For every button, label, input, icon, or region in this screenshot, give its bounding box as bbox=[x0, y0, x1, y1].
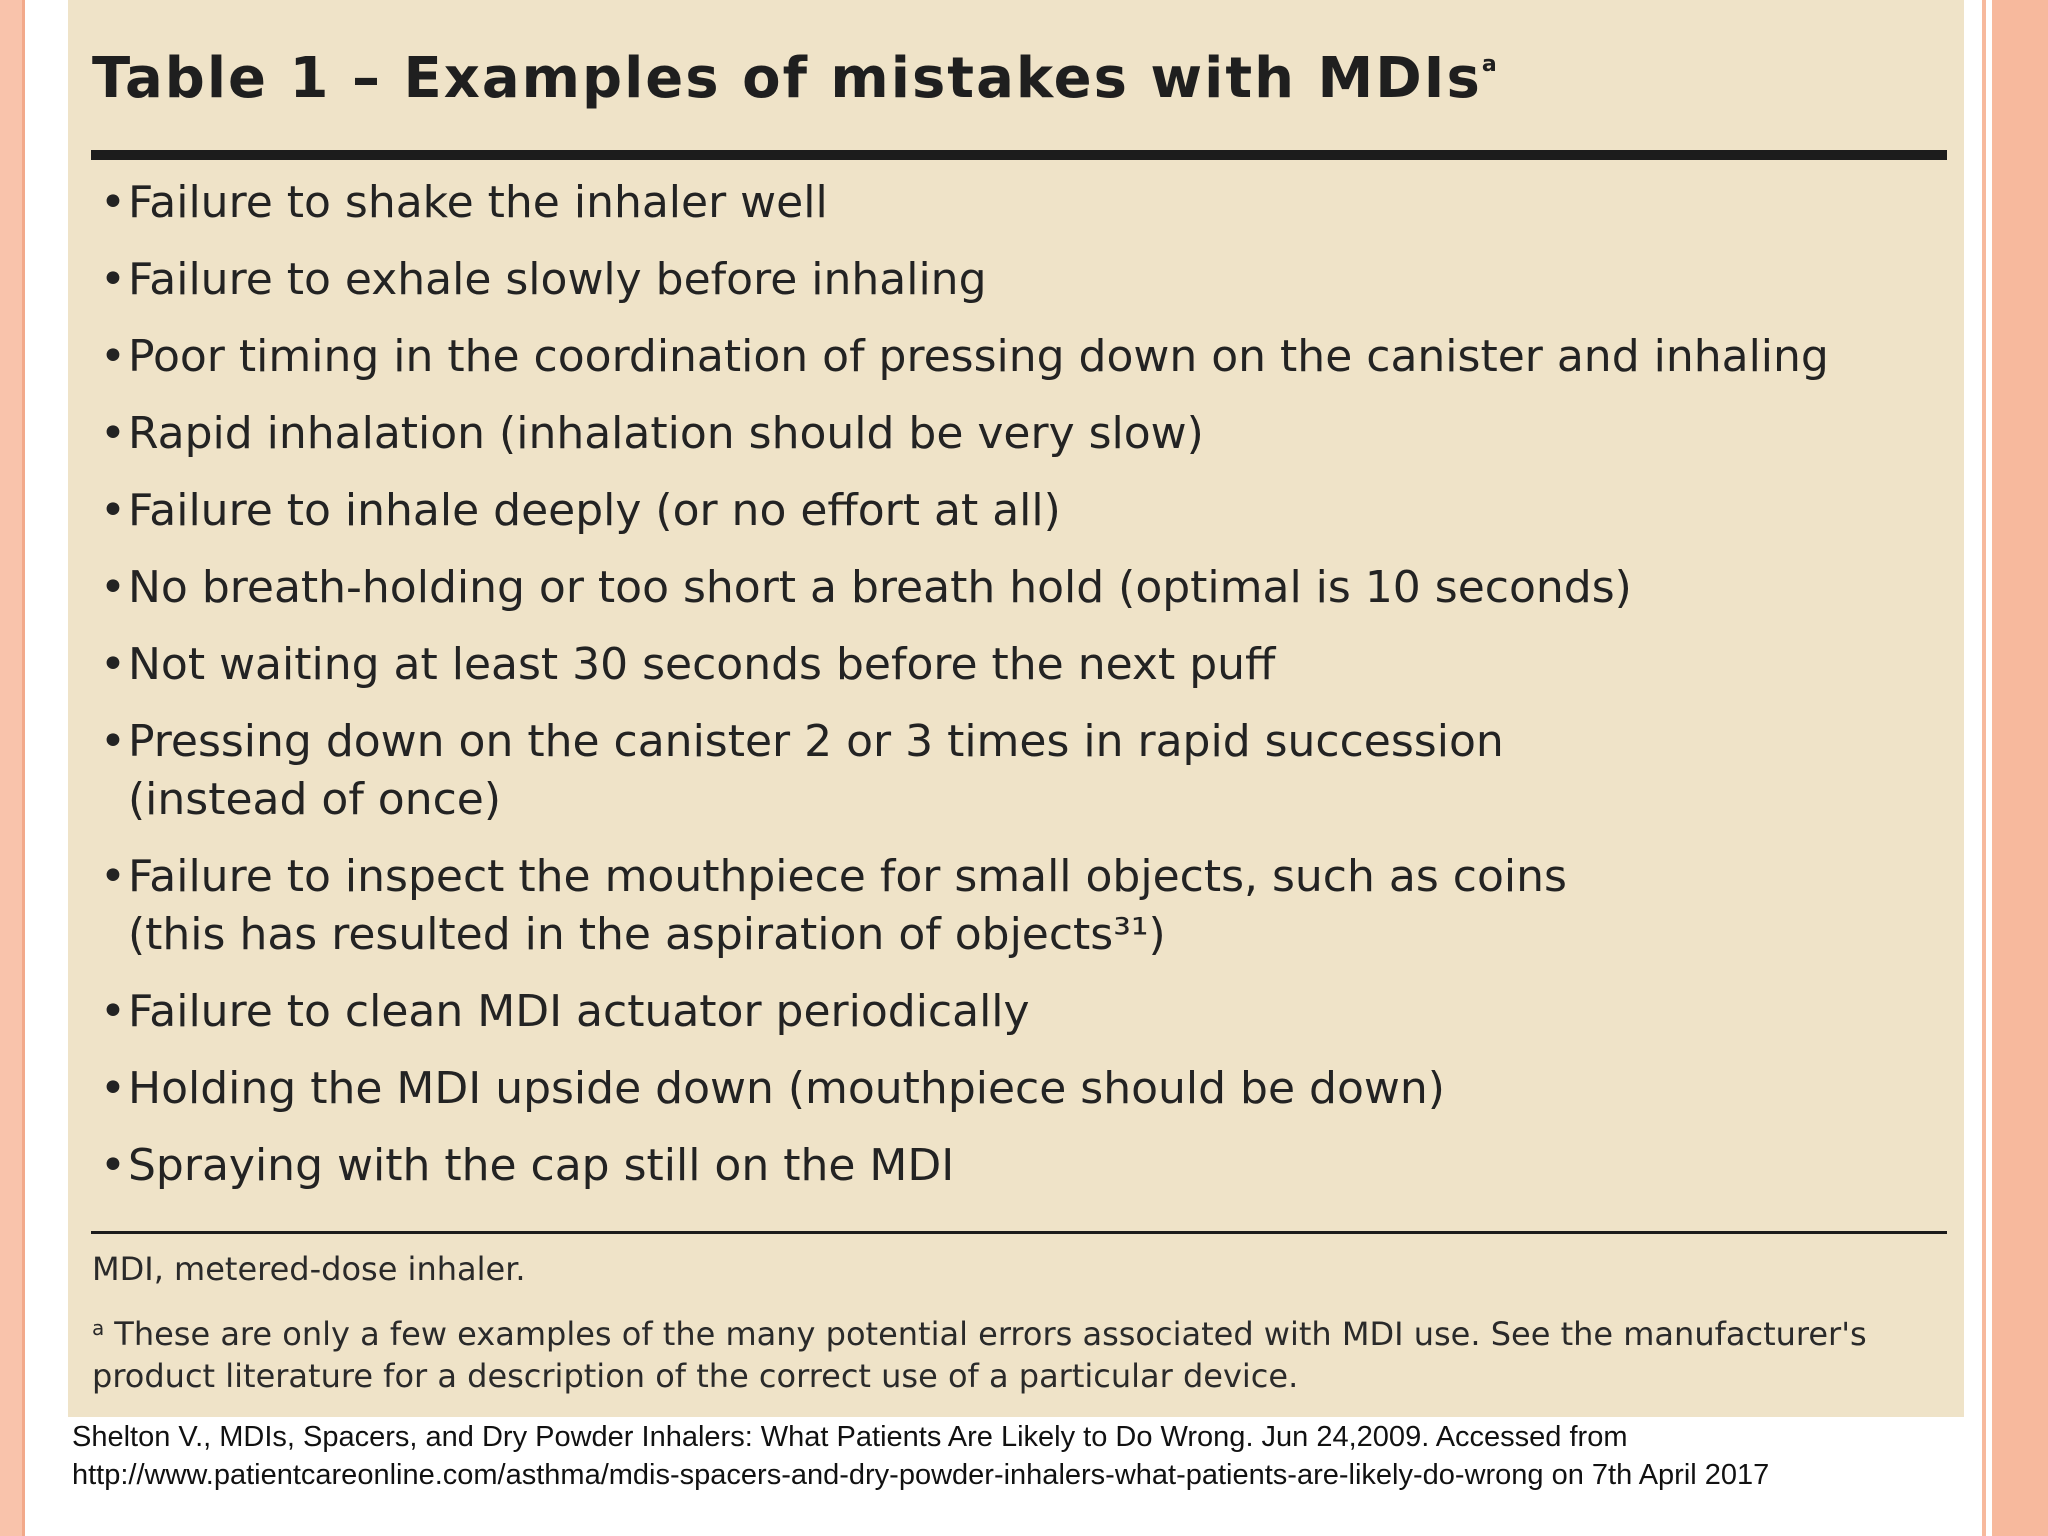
list-item-text: Holding the MDI upside down (mouthpiece should be down) bbox=[128, 1063, 1445, 1114]
bullet-icon: • bbox=[100, 254, 126, 305]
slide-border-right bbox=[1982, 0, 2048, 1536]
border-stripe bbox=[1992, 0, 2048, 1536]
list-item bbox=[100, 482, 1960, 540]
list-item-text: Failure to shake the inhaler well bbox=[128, 177, 828, 228]
bullet-icon: • bbox=[100, 485, 126, 536]
bullet-icon: • bbox=[100, 177, 126, 228]
citation-line-2: http://www.patientcareonline.com/asthma/mdis-spacers-and-dry-powder-inhalers-what-patients-are-likely-do-wrong on 7th April 2017 bbox=[72, 1459, 1770, 1491]
footnote-text: These are only a few examples of the many potential errors associated with MDI use. See the manufacturer's product literature for a description of the correct use of a particular device. bbox=[92, 1315, 1867, 1395]
border-stripe bbox=[1982, 0, 1986, 1536]
bullet-icon: • bbox=[100, 408, 126, 459]
list-item bbox=[100, 251, 1960, 309]
bullet-icon: • bbox=[100, 716, 126, 767]
bullet-icon: • bbox=[100, 331, 126, 382]
list-item-text: Failure to exhale slowly before inhaling bbox=[128, 254, 987, 305]
mistakes-list bbox=[100, 174, 1960, 1214]
list-item-text: Rapid inhalation (inhalation should be very slow) bbox=[128, 408, 1204, 459]
bullet-icon: • bbox=[100, 851, 126, 902]
list-item bbox=[100, 1137, 1960, 1195]
citation bbox=[72, 1418, 1972, 1494]
list-item bbox=[100, 328, 1960, 386]
title-footnote-mark: a bbox=[1481, 52, 1499, 77]
bullet-icon: • bbox=[100, 639, 126, 690]
list-item-text: No breath-holding or too short a breath hold (optimal is 10 seconds) bbox=[128, 562, 1632, 613]
list-item bbox=[100, 636, 1960, 694]
list-item-text: (instead of once) bbox=[128, 774, 502, 825]
list-item bbox=[100, 848, 1960, 964]
list-item bbox=[100, 983, 1960, 1041]
list-item-text: Pressing down on the canister 2 or 3 times in rapid succession bbox=[128, 716, 1504, 767]
abbreviation-footnote: MDI, metered-dose inhaler. bbox=[92, 1250, 526, 1288]
list-item-text: Spraying with the cap still on the MDI bbox=[128, 1140, 955, 1191]
table-panel bbox=[68, 0, 1964, 1417]
list-item bbox=[100, 1060, 1960, 1118]
list-item-text: Poor timing in the coordination of pressing down on the canister and inhaling bbox=[128, 331, 1829, 382]
list-item bbox=[100, 174, 1960, 232]
list-item bbox=[100, 559, 1960, 617]
footnote-a bbox=[92, 1307, 1942, 1397]
footnote-mark: a bbox=[92, 1316, 105, 1340]
bullet-icon: • bbox=[100, 1140, 126, 1191]
bullet-icon: • bbox=[100, 562, 126, 613]
list-item-text: Not waiting at least 30 seconds before the next puff bbox=[128, 639, 1276, 690]
list-item-text: (this has resulted in the aspiration of objects³¹) bbox=[128, 909, 1166, 960]
bullet-icon: • bbox=[100, 1063, 126, 1114]
header-rule bbox=[91, 150, 1947, 160]
bullet-icon: • bbox=[100, 986, 126, 1037]
list-item-text: Failure to inhale deeply (or no effort at all) bbox=[128, 485, 1061, 536]
slide-border-left bbox=[0, 0, 25, 1536]
footer-rule bbox=[91, 1231, 1947, 1234]
list-item-text: Failure to clean MDI actuator periodically bbox=[128, 986, 1030, 1037]
list-item-text: Failure to inspect the mouthpiece for small objects, such as coins bbox=[128, 851, 1567, 902]
citation-line-1: Shelton V., MDIs, Spacers, and Dry Powder Inhalers: What Patients Are Likely to Do Wrong. Jun 24,2009. Accessed from bbox=[72, 1421, 1628, 1453]
list-item bbox=[100, 713, 1960, 829]
list-item bbox=[100, 405, 1960, 463]
table-title: Table 1 – Examples of mistakes with MDIs$^a$ bbox=[92, 46, 1499, 111]
